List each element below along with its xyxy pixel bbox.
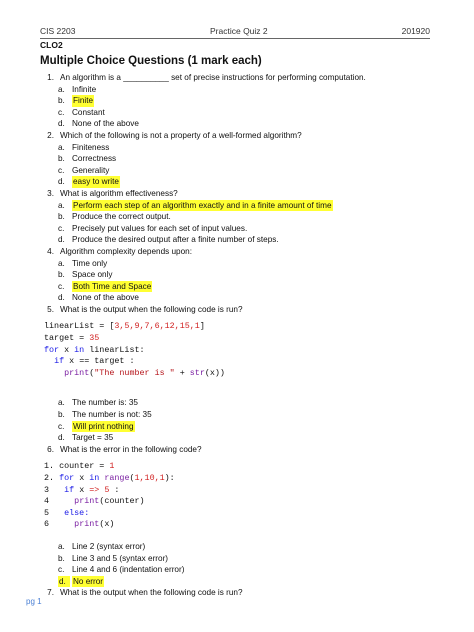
option-correct	[34, 200, 434, 212]
option-letter: c.	[58, 421, 65, 431]
option-text: Produce the correct output.	[72, 212, 171, 222]
code-line: target = 35	[44, 333, 100, 344]
option-text: No error	[73, 576, 104, 586]
option-text: None of the above	[72, 293, 139, 303]
option	[34, 409, 434, 421]
code-line: 4 print(counter)	[44, 496, 145, 507]
option-letter: a.	[58, 142, 65, 152]
option	[34, 432, 434, 444]
code-line: print("The number is " + str(x))	[64, 367, 225, 378]
option	[34, 153, 434, 165]
option	[34, 84, 434, 96]
option-letter: b.	[58, 410, 65, 420]
option-correct	[34, 576, 434, 588]
option-letter: c.	[58, 107, 65, 117]
option-text: Space only	[72, 270, 113, 280]
question-number: 2.	[47, 130, 54, 140]
option-text: Line 2 (syntax error)	[72, 541, 146, 551]
option-letter: a.	[58, 398, 65, 408]
option-text: Generality	[72, 165, 110, 175]
question-2	[34, 130, 434, 142]
question-number: 6.	[47, 444, 54, 454]
option-text: Time only	[72, 258, 108, 268]
option-letter: b.	[58, 553, 65, 563]
option-letter: d.	[58, 433, 65, 443]
option-text: The number is: 35	[72, 398, 138, 408]
option	[34, 211, 434, 223]
section-title: Multiple Choice Questions (1 mark each)	[40, 55, 262, 67]
option-letter: a.	[58, 258, 65, 268]
code-line: 2. for x in range(1,10,1):	[44, 473, 175, 483]
code-line: 6 print(x)	[44, 519, 115, 530]
header-title: Practice Quiz 2	[210, 26, 268, 36]
option	[34, 142, 434, 154]
option-correct	[34, 421, 434, 433]
question-text: An algorithm is a __________ set of precise instructions for performing computation.	[60, 73, 366, 82]
question-3	[34, 188, 434, 200]
question-6	[34, 444, 434, 456]
option-letter: d.	[58, 177, 65, 187]
option	[34, 165, 434, 177]
question-7	[34, 587, 434, 599]
code-line: if x == target :	[54, 356, 135, 367]
option-letter: c.	[58, 281, 65, 291]
option-text: Precisely put values for each set of input values.	[72, 223, 248, 233]
code-line: for x in linearList:	[44, 344, 145, 355]
option-text: None of the above	[72, 119, 139, 129]
option-text: Will print nothing	[73, 421, 134, 431]
header-course: CIS 2203	[40, 26, 76, 36]
question-text: What is the output when the following code is run?	[60, 588, 243, 598]
question-number: 4.	[47, 246, 54, 256]
option	[34, 234, 434, 246]
clo-label: CLO2	[40, 40, 63, 50]
option-correct	[34, 95, 434, 107]
option	[34, 397, 434, 409]
question-number: 7.	[47, 588, 54, 598]
question-text: What is algorithm effectiveness?	[60, 188, 178, 198]
option	[34, 118, 434, 130]
question-text: What is the error in the following code?	[60, 444, 202, 454]
option-text: Target = 35	[72, 433, 114, 443]
code-line: 3 if x => 5 :	[44, 484, 120, 495]
code-block-q5	[34, 321, 434, 379]
option-letter: c.	[58, 223, 65, 233]
option-text: Finiteness	[72, 142, 110, 152]
option	[34, 258, 434, 270]
option-text: easy to write	[73, 177, 119, 187]
question-4	[34, 246, 434, 258]
option-letter: b.	[58, 270, 65, 280]
question-number: 3.	[47, 188, 54, 198]
option	[34, 564, 434, 576]
code-line: 5 else:	[44, 507, 90, 518]
option-text: Finite	[73, 96, 94, 106]
question-text: What is the output when the following code is run?	[60, 304, 243, 314]
option-text: Produce the desired output after a finite number of steps.	[72, 235, 279, 245]
question-text: Which of the following is not a property of a well-formed algorithm?	[60, 130, 302, 140]
option	[34, 292, 434, 304]
option-text: Line 3 and 5 (syntax error)	[72, 553, 169, 563]
option-text: Correctness	[72, 154, 117, 164]
code-block-q6	[34, 461, 434, 531]
option-letter: d.	[58, 119, 65, 129]
option-text: The number is not: 35	[72, 410, 152, 420]
option-letter: b.	[58, 154, 65, 164]
option-letter: d.	[58, 576, 70, 588]
option-letter: b.	[58, 96, 65, 106]
page-header	[40, 24, 430, 39]
option-correct	[34, 281, 434, 293]
option	[34, 553, 434, 565]
option-text: Line 4 and 6 (indentation error)	[72, 565, 185, 575]
option	[34, 541, 434, 553]
question-5	[34, 304, 434, 316]
code-line: linearList = [3,5,9,7,6,12,15,1]	[44, 321, 205, 332]
option	[34, 269, 434, 281]
question-text: Algorithm complexity depends upon:	[60, 246, 192, 256]
option-letter: a.	[58, 541, 65, 551]
option-text: Constant	[72, 107, 105, 117]
question-number: 5.	[47, 304, 54, 314]
option-correct	[34, 176, 434, 188]
option	[34, 223, 434, 235]
question-number: 1.	[47, 73, 54, 82]
option-letter: a.	[58, 84, 65, 94]
page-number: pg 1	[26, 597, 42, 606]
option-text: Perform each step of an algorithm exactly and in a finite amount of time	[73, 200, 332, 210]
option-letter: c.	[58, 165, 65, 175]
option-letter: a.	[58, 200, 65, 210]
questions	[34, 72, 434, 599]
option-text: Infinite	[72, 84, 97, 94]
code-line: 1. counter = 1	[44, 461, 115, 472]
option	[34, 107, 434, 119]
option-text: Both Time and Space	[73, 281, 152, 291]
option-letter: c.	[58, 565, 65, 575]
option-letter: b.	[58, 212, 65, 222]
option-letter: d.	[58, 235, 65, 245]
option-letter: d.	[58, 293, 65, 303]
question-1	[34, 72, 434, 84]
header-term: 201920	[401, 26, 430, 36]
